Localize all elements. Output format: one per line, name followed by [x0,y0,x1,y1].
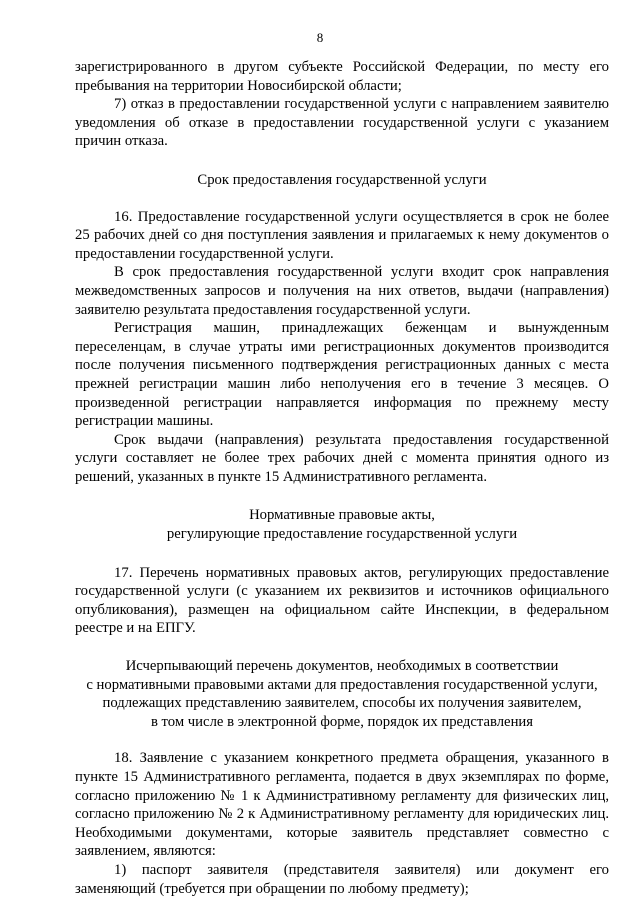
paragraph-16-c: Регистрация машин, принадлежащих беженцам и вынужденным переселенцам, в случае утраты ими регистрационных документов производится после получения письменного подтверждения регистрационных данных с места прежней регистрации машин либо неполучения его в течение 3 месяцев. О произведенной регистрации направляется информация по прежнему месту регистрации машины. [75,320,609,430]
paragraph-17: 17. Перечень нормативных правовых актов, регулирующих предоставление государственной услуги (с указанием их реквизитов и источников официального опубликования), размещен на официальном сайте Инспекции, в федеральном реестре и на ЕПГУ. [75,564,609,637]
document-body [75,58,609,898]
page-number: 8 [316,30,324,45]
section-heading-docs-line-1: Исчерпывающий перечень документов, необходимых в соответствии [125,658,559,675]
paragraph-16: 16. Предоставление государственной услуги осуществляется в срок не более 25 рабочих дней со дня поступления заявления и прилагаемых к нему документов о предоставлении государственной услуги. [75,208,609,262]
spacer [75,731,609,749]
spacer [75,190,609,208]
section-heading-docs-line-2: с нормативными правовыми актами для предоставления государственной услуги, [86,676,598,693]
paragraph-16-b: В срок предоставления государственной услуги входит срок направления межведомственных запросов и получения на них ответов, выдачи (направления) заявителю результата предоставления государственной услуги. [75,264,609,318]
paragraph-16-d: Срок выдачи (направления) результата предоставления государственной услуги составляет не более трех рабочих дней с момента принятия одного из решений, указанных в пункте 15 Административного регламента. [75,431,609,485]
spacer [75,486,609,506]
spacer [75,151,609,171]
spacer [75,544,609,564]
paragraph-18-item-1: 1) паспорт заявителя (представителя заявителя) или документ его заменяющий (требуется при обращении по любому предмету); [75,861,609,897]
section-heading-acts-line-2: регулирующие предоставление государственной услуги [166,526,518,543]
spacer [75,638,609,657]
paragraph-18: 18. Заявление с указанием конкретного предмета обращения, указанного в пункте 15 Административного регламента, подается в двух экземплярах по форме, согласно приложению № 1 к Административному регламенту для физических лиц, согласно приложению № 2 к Административному регламенту для юридических лиц. Необходимыми документами, которые заявитель представляет совместно с заявлением, являются: [75,750,609,860]
paragraph-item-7: 7) отказ в предоставлении государственной услуги с направлением заявителю уведомления об отказе в предоставлении государственной услуги с указанием причин отказа. [75,96,609,150]
section-heading-term: Срок предоставления государственной услуги [197,171,487,188]
section-heading-docs-line-4: в том числе в электронной форме, порядок их представления [150,713,534,730]
paragraph-continuation: зарегистрированного в другом субъекте Российской Федерации, по месту его пребывания на территории Новосибирской области; [75,59,609,94]
section-heading-docs-line-3: подлежащих представлению заявителем, способы их получения заявителем, [102,695,582,712]
section-heading-acts-line-1: Нормативные правовые акты, [249,507,435,524]
